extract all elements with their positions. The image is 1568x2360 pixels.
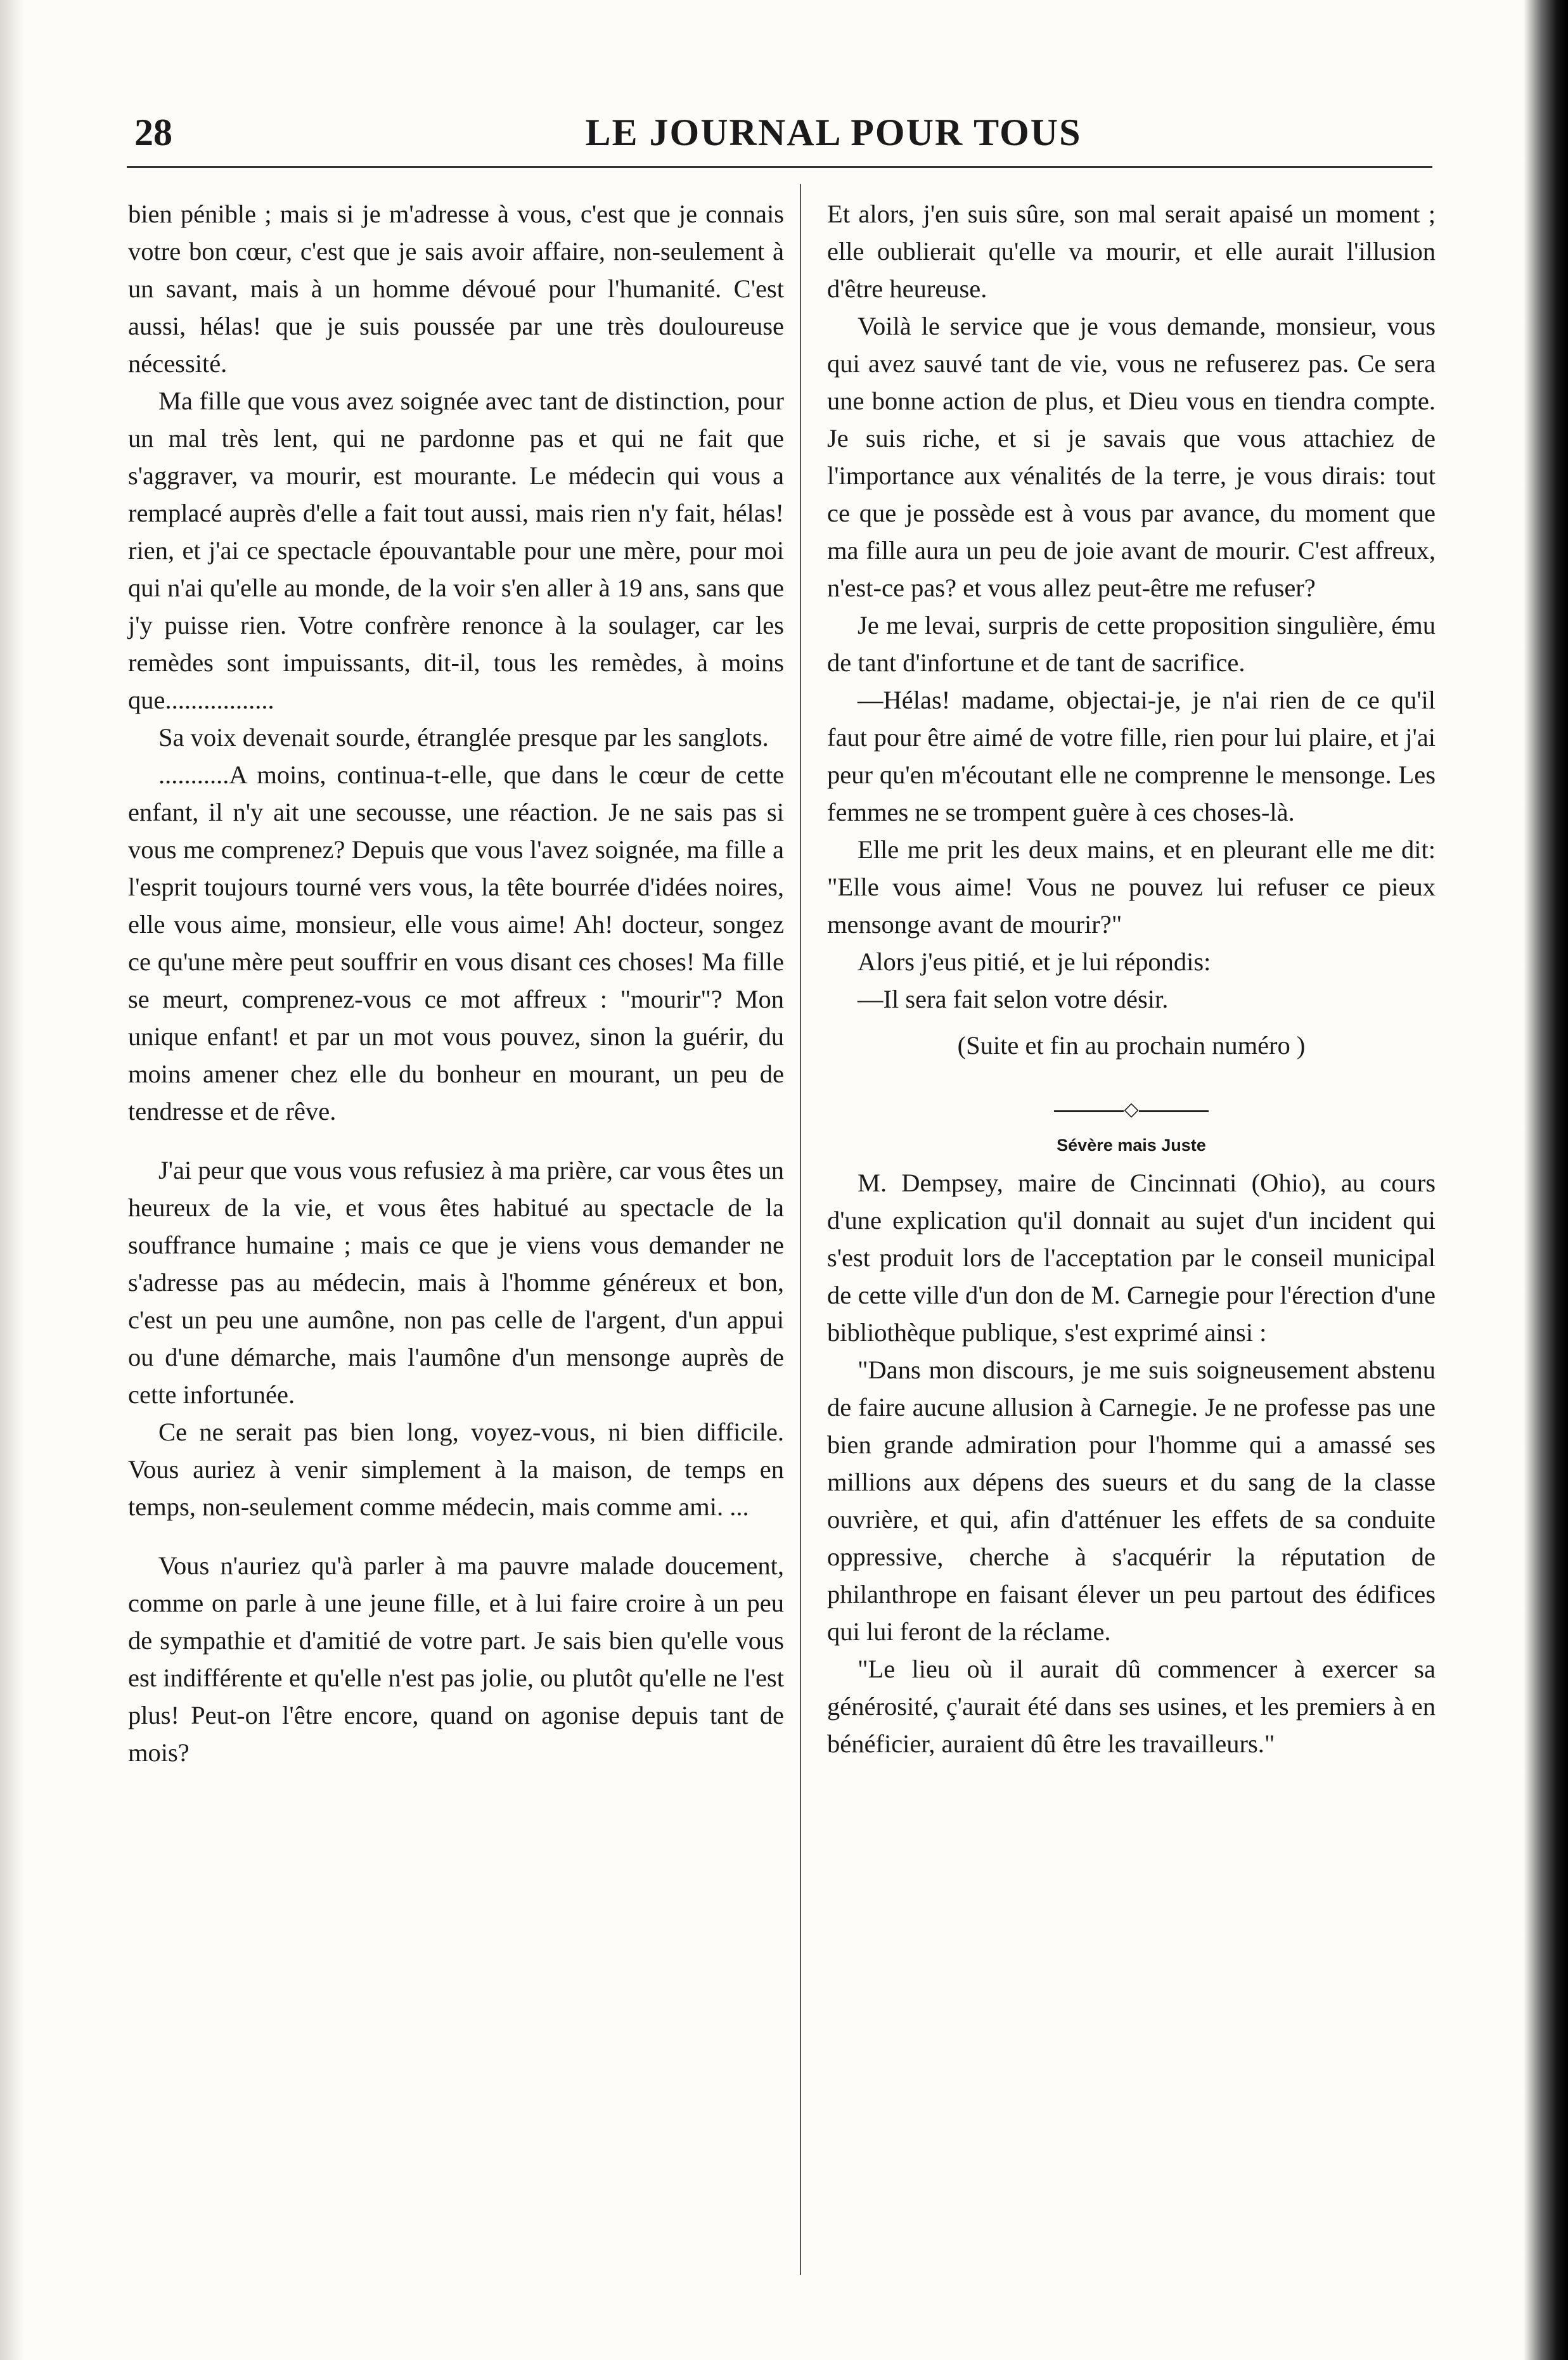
paragraph: Sa voix devenait sourde, étranglée presque par les sanglots. [158,723,769,752]
journal-title: LE JOURNAL POUR TOUS [585,112,1082,153]
page-edge-shadow-right [1524,0,1568,2360]
column-divider [800,184,801,2275]
paragraph: Et alors, j'en suis sûre, son mal serait apaisé un moment ; elle oublierait qu'elle va mourir, et elle aurait l'illusion d'être heureuse. [827,200,1436,303]
paragraph-gap [128,1525,784,1547]
page-header [127,111,1432,174]
paragraph: —Il sera fait selon votre désir. [858,985,1169,1013]
page-number: 28 [134,112,172,153]
paragraph: Voilà le service que je vous demande, monsieur, vous qui avez sauvé tant de vie, vous ne refuserez pas. Ce sera une bonne action de plus, et Dieu vous en tiendra compte. Je suis riche, et si je savais que vous attachiez de l'importance aux vénalités de la terre, je vous dirais: tout ce que je possède est à vous par avance, du moment que ma fille aura un peu de joie avant de mourir. C'est affreux, n'est-ce pas? et vous allez peut-être me refuser? [827,312,1436,602]
paragraph: J'ai peur que vous vous refusiez à ma prière, car vous êtes un heureux de la vie, et vous êtes habitué au spectacle de la souffrance humaine ; mais ce que je viens vous demander ne s'adresse pas au médecin, mais à l'homme généreux et bon, c'est un peu une aumône, non pas celle de l'argent, d'un appui ou d'une démarche, mais l'aumône d'un mensonge auprès de cette infortunée. [128,1156,784,1409]
paragraph: Je me levai, surpris de cette proposition singulière, ému de tant d'infortune et de tant de sacrifice. [827,611,1436,677]
separator-line [1054,1110,1124,1112]
right-column [827,195,1436,1762]
paragraph: "Dans mon discours, je me suis soigneusement abstenu de faire aucune allusion à Carnegie. Je ne professe pas une bien grande admiration pour l'homme qui a amassé ses millions aux dépens des sueurs et du sang de la classe ouvrière, et qui, afin d'atténuer les effets de sa conduite oppressive, cherche à s'acquérir la réputation de philanthrope en faisant élever un peu partout des édifices qui lui feront de la réclame. [827,1356,1436,1646]
paragraph: M. Dempsey, maire de Cincinnati (Ohio), au cours d'une explication qu'il donnait au sujet d'un incident qui s'est produit lors de l'acceptation par le conseil municipal de cette ville d'un don de M. Carnegie pour l'érection d'une bibliothèque publique, s'est exprimé ainsi : [827,1169,1436,1347]
paragraph: bien pénible ; mais si je m'adresse à vous, c'est que je connais votre bon cœur, c'est que je sais avoir affaire, non-seulement à un savant, mais à un homme dévoué pour l'humanité. C'est aussi, hélas! que je suis poussée par une très douloureuse nécessité. [128,200,784,378]
left-column [128,195,784,1771]
paragraph: Elle me prit les deux mains, et en pleurant elle me dit: "Elle vous aime! Vous ne pouvez lui refuser ce pieux mensonge avant de mourir?" [827,835,1436,939]
header-rule [127,166,1432,168]
article-title: Sévère mais Juste [1057,1136,1206,1155]
paragraph: Alors j'eus pitié, et je lui répondis: [858,947,1211,976]
separator-ornament-icon: ◇ [1124,1099,1139,1120]
continuation-note: (Suite et fin au prochain numéro ) [957,1031,1306,1060]
page-edge-shadow-left [0,0,24,2360]
paragraph: Ma fille que vous avez soignée avec tant de distinction, pour un mal très lent, qui ne pardonne pas et qui ne fait que s'aggraver, va mourir, est mourante. Le médecin qui vous a remplacé auprès d'elle a fait tout aussi, mais rien n'y fait, hélas! rien, et j'ai ce spectacle épouvantable pour une mère, pour moi qui n'ai qu'elle au monde, de la voir s'en aller à 19 ans, sans que j'y puisse rien. Votre confrère renonce à la soulager, car les remèdes sont impuissants, dit-il, tous les remèdes, à moins que................. [128,387,784,714]
paragraph: "Le lieu où il aurait dû commencer à exercer sa générosité, ç'aurait été dans ses usines, et les premiers à en bénéficier, auraient dû être les travailleurs." [827,1655,1436,1758]
paragraph: —Hélas! madame, objectai-je, je n'ai rien de ce qu'il faut pour être aimé de votre fille, rien pour lui plaire, et j'ai peur qu'en m'écoutant elle ne comprenne le mensonge. Les femmes ne se trompent guère à ces choses-là. [827,686,1436,826]
paragraph-gap [128,1130,784,1151]
paragraph: Vous n'auriez qu'à parler à ma pauvre malade doucement, comme on parle à une jeune fille, et à lui faire croire à un peu de sympathie et d'amitié de votre part. Je sais bien qu'elle vous est indifférente et qu'elle n'est pas jolie, ou plutôt qu'elle ne l'est plus! Peut-on l'être encore, quand on agonise depuis tant de mois? [128,1551,784,1767]
paragraph: ...........A moins, continua-t-elle, que dans le cœur de cette enfant, il n'y ait une secousse, une réaction. Je ne sais pas si vous me comprenez? Depuis que vous l'avez soignée, ma fille a l'esprit toujours tourné vers vous, la tête bourrée d'idées noires, elle vous aime, monsieur, elle vous aime! Ah! docteur, songez ce qu'une mère peut souffrir en vous disant ces choses! Ma fille se meurt, comprenez-vous ce mot affreux : "mourir"? Mon unique enfant! et par un mot vous pouvez, sinon la guérir, du moins amener chez elle du bonheur en mourant, un peu de tendresse et de rêve. [128,760,784,1125]
section-separator [827,1097,1436,1122]
separator-line [1139,1110,1209,1112]
paragraph: Ce ne serait pas bien long, voyez-vous, ni bien difficile. Vous auriez à venir simplement à la maison, de temps en temps, non-seulement comme médecin, mais comme ami. ... [128,1418,784,1521]
